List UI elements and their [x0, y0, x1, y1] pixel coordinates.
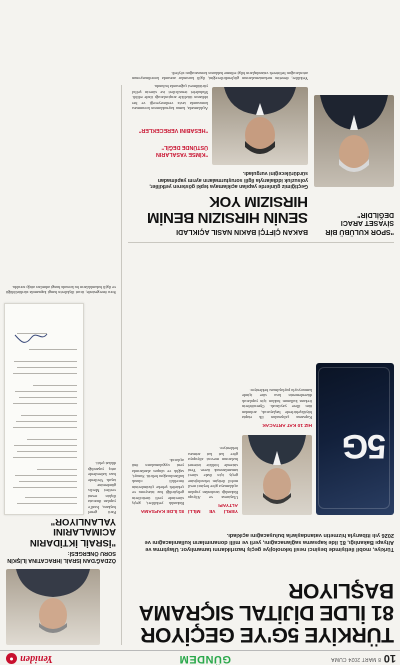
speaker-portrait-illustration	[314, 95, 394, 187]
document-line	[37, 469, 77, 470]
document-line	[15, 475, 77, 476]
document-line	[17, 503, 77, 504]
quote-text: "SPOR KULÜBÜ BİR SİYASET ARACI DEĞİLDİR"	[325, 211, 394, 235]
side-story-portrait	[6, 569, 100, 645]
side-story-headline: "İSRAİL İKTİDARIN ACIMALARINI YALANLIYOR"	[29, 516, 116, 548]
column-divider	[121, 85, 122, 645]
column-text: Bakanlık yetkilileri, geçiş sürecinde yerli üreticilerin geliştirdiği baz istasyonu ve çekirdek şebeke çözümlerinin öncelikli olarak kullanılacağını belirtti. Sanayi, sağlık ve ulaşım alanlarında yeni uygulamaların önü açılacak.	[132, 457, 184, 506]
column-text: Yetkililer, denetim mekanizmalarının güçlendirileceğini, ilgili kurumlar arasında koordinasyonun artırılacağını belirterek vatandaşların bilgi edinme hakkının korunacağını söyledi.	[132, 70, 308, 81]
main-column-3	[242, 388, 312, 429]
logo-mark-icon: ●	[6, 653, 17, 664]
document-line	[29, 349, 77, 350]
document-line	[19, 397, 77, 398]
signature-icon	[13, 330, 49, 344]
newspaper-logo	[6, 653, 53, 664]
column-text: Parti genel başkanı, İsrail'e yapılan ihracata ilişkin resmi verileri Meclis gündemine taşıdı. Verilerde bazı kalemlerde artış yaşandığı dikkat çekti.	[88, 461, 116, 515]
document-line	[27, 439, 77, 440]
document-line	[14, 445, 77, 446]
phone-5g-photo	[316, 363, 394, 515]
page-date: 8 MART 2024 CUMA	[331, 656, 381, 662]
side-story-kicker: ÖZDAĞ'DAN İSRAİL İHRACATINA İLİŞKİN SORU ÖNERGESİ:	[7, 550, 116, 563]
document-line	[21, 415, 77, 416]
main-column-2	[132, 457, 184, 515]
politician-portrait-illustration	[212, 87, 308, 165]
page-number: 10	[383, 652, 396, 664]
main-headline: TÜRKİYE 5G'YE GEÇİYOR 81 İLDE DİJİTAL SIÇRAMA BAŞLIYOR	[139, 579, 394, 646]
side-story-portrait-illustration	[6, 569, 100, 645]
pull-quote-1: "KİMSE YASALARIN ÜSTÜNDE DEĞİL"	[156, 144, 208, 157]
story2-spot: Geçtiğimiz günlerde yapılan açıklamaya tepki gösteren yetkililer, yolsuzluk iddialarıyla ilgili soruşturmaların ayrım yapılmadan sürdürüleceğini vurguladı.	[149, 170, 308, 189]
column-text: Soru önergesinde, ticari ilişkilerin hangi kapsamda sürdürüldüğü ve ilgili bakanlıkların bu konuda hangi adımları attığı soruldu.	[6, 284, 116, 295]
document-line	[15, 391, 77, 392]
column-subhead: YERLİ VE MİLLİ ALTYAPI	[188, 502, 238, 513]
column-text: Ulaştırma ve Altyapı Bakanlığı tarafından yapılan açıklamaya göre beşinci nesil mobil iletişim teknolojisine geçiş için ihale süreci tamamlanmak üzere. Yeni sistemle birlikte internet hızlarının mevcut altyapıya göre kat kat artması bekleniyor.	[188, 446, 238, 500]
document-line	[17, 367, 77, 368]
main-column-1	[188, 446, 238, 515]
document-line	[14, 361, 77, 362]
5g-photo-tag: 5G	[342, 427, 386, 465]
politician-portrait	[212, 87, 308, 165]
column-subhead: HIZ 10 KAT ARTACAK	[262, 422, 312, 427]
section-title: GÜNDEM	[179, 653, 231, 665]
minister-portrait-illustration	[242, 435, 312, 515]
side-column-2	[6, 284, 116, 295]
document-line	[19, 481, 77, 482]
column-text: Açıklamada, kamu kaynaklarının korunması konusunda taviz verilmeyeceği ve her iddianın titizlikle araştırılacağı ifade edildi. Muhalefet temsilcileri ise sürecin şeffaf yürütülmesi çağrısında bulundu.	[132, 84, 208, 111]
side-column-1	[88, 461, 116, 515]
document-line	[13, 487, 77, 488]
story2-headline: SENİN HIRSIZIN BENİM HIRSIZIM YOK	[147, 193, 308, 226]
page-header	[0, 650, 400, 665]
column-subhead: 81 İLDE KAPSAMA	[140, 508, 184, 513]
quote-block	[314, 191, 394, 235]
document-line	[33, 385, 77, 386]
story2-kicker: BAKAN ÇİFTÇİ BAKIN NASIL AÇIKLADI	[176, 228, 308, 235]
newspaper-logo-label: Yeniden	[20, 653, 53, 664]
section-divider	[128, 242, 394, 243]
document-line	[25, 497, 77, 498]
document-line	[13, 457, 77, 458]
speaker-portrait	[314, 95, 394, 187]
pull-quote-2: "HESABINI VERECEKLER"	[138, 127, 208, 133]
column-text: Kapsama çalışmaları ilk etapta büyükşehirlerde başlayacak, ardından tüm illere yayılacak. Operatörlerin frekans kullanım hakları için yapılacak düzenlemenin kısa süre içinde kamuoyuyla paylaşılması bekleniyor.	[242, 387, 312, 420]
document-line	[13, 403, 77, 404]
document-line	[13, 373, 77, 374]
document-line	[16, 421, 77, 422]
story2-column-1	[132, 84, 208, 111]
minister-portrait	[242, 435, 312, 515]
story2-column-2	[132, 70, 308, 81]
parliament-document-image	[4, 303, 84, 515]
document-line	[17, 451, 77, 452]
main-spot: Türkiye, mobil iletişimde beşinci nesil teknolojiye geçiş hazırlıklarını tamamlıyor. Ulaştırma ve Altyapı Bakanlığı, 81 ilde kapsama sağlanacağını, yerli ve milli donanımların kullanılacağını ve 2026 yılı itibarıyla hizmetin vatandaşlarla buluşacağını açıkladı.	[144, 532, 394, 552]
document-line	[13, 427, 77, 428]
